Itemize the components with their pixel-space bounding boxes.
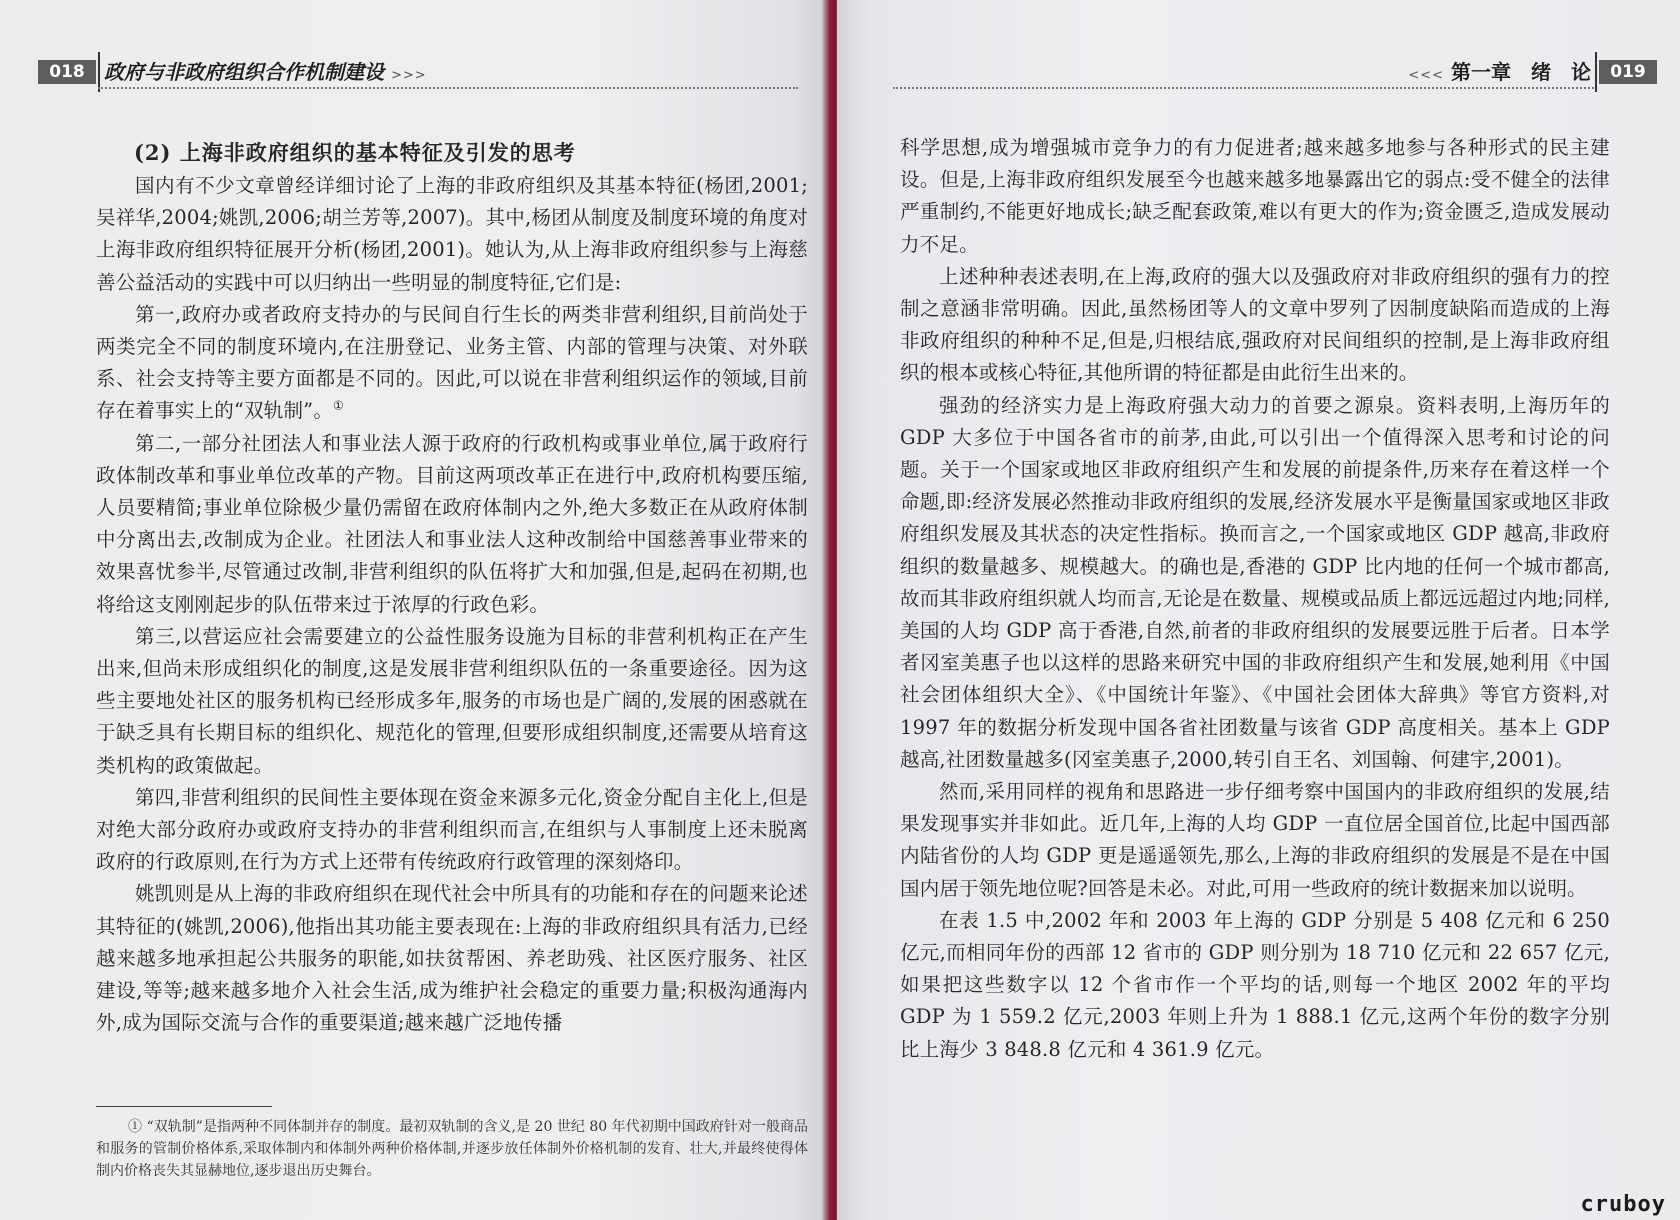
paragraph: 科学思想,成为增强城市竞争力的有力促进者;越来越多地参与各种形式的民主建设。但是,上海非政府组织发展至今也越来越多地暴露出它的弱点:受不健全的法律严重制约,不能更好地成长;缺乏配套政策,难以有更大的作为;资金匮乏,造成发展动力不足。: [900, 136, 1610, 256]
right-page-number: 019: [1599, 60, 1657, 84]
footnote-reference: ①: [333, 398, 345, 413]
paragraph: 在表 1.5 中,2002 年和 2003 年上海的 GDP 分别是 5 408 亿元和 6 250 亿元,而相同年份的西部 12 省市的 GDP 则分别为 18 710 亿元和 22 657 亿元,如果把这些数字以 12 个省市作一个平均的话,则每一个地区 2002 年的平均 GDP 为 1 559.2 亿元,2003 年则上升为 1 888.1 亿元,这两个年份的数字分别比上海少 3 848.8 亿元和 4 361.9 亿元。: [900, 908, 1610, 1061]
left-page: [0, 0, 829, 1220]
paragraph: 第二,一部分社团法人和事业法人源于政府的行政机构或事业单位,属于政府行政体制改革和事业单位改革的产物。目前这两项改革正在进行中,政府机构要压缩,人员要精简;事业单位除极少量仍需留在政府体制内之外,绝大多数正在从政府体制中分离出去,改制成为企业。社团法人和事业法人这种改制给中国慈善事业带来的效果喜忧参半,尽管通过改制,非营利组织的队伍将扩大和加强,但是,起码在初期,也将给这支刚刚起步的队伍带来过于浓厚的行政色彩。: [96, 431, 808, 616]
footnote-text: “双轨制”是指两种不同体制并存的制度。最初双轨制的含义,是 20 世纪 80 年代初期中国政府针对一般商品和服务的管制价格体系,采取体制内和体制外两种价格体制,并逐步放任体制外价格机制的发育、壮大,并最终使得体制内价格丧失其显赫地位,逐步退出历史舞台。: [96, 1119, 808, 1179]
paragraph: 第三,以营运应社会需要建立的公益性服务设施为目标的非营利机构正在产生出来,但尚未形成组织化的制度,这是发展非营利组织队伍的一条重要途径。因为这些主要地处社区的服务机构已经形成多年,服务的市场也是广阔的,发展的困惑就在于缺乏具有长期目标的组织化、规范化的管理,但要形成组织制度,还需要从培育这类机构的政策做起。: [96, 624, 808, 777]
section-heading: (2) 上海非政府组织的基本特征及引发的思考: [134, 140, 576, 165]
left-body-text: [96, 136, 808, 1039]
header-arrows: <<<: [1408, 68, 1445, 83]
footnote-rule: [96, 1106, 272, 1107]
paragraph-text: 第一,政府办或者政府支持办的与民间自行生长的两类非营利组织,目前尚处于两类完全不同的制度环境内,在注册登记、业务主管、内部的管理与决策、对外联系、社会支持等主要方面都是不同的。因此,可以说在非营利组织运作的领域,目前存在着事实上的“双轨制”。: [96, 302, 808, 423]
paragraph: 强劲的经济实力是上海政府强大动力的首要之源泉。资料表明,上海历年的 GDP 大多位于中国各省市的前茅,由此,可以引出一个值得深入思考和讨论的问题。关于一个国家或地区非政府组织产生和发展的前提条件,历来存在着这样一个命题,即:经济发展必然推动非政府组织的发展,经济发展水平是衡量国家或地区非政府组织发展及其状态的决定性指标。换而言之,一个国家或地区 GDP 越高,非政府组织的数量越多、规模越大。的确也是,香港的 GDP 比内地的任何一个城市都高,故而其非政府组织就人均而言,无论是在数量、规模或品质上都远远超过内地;同样,美国的人均 GDP 高于香港,自然,前者的非政府组织的发展要远胜于后者。日本学者冈室美惠子也以这样的思路来研究中国的非政府组织产生和发展,她利用《中国社会团体组织大全》、《中国统计年鉴》、《中国社会团体大辞典》等官方资料,对 1997 年的数据分析发现中国各省社团数量与该省 GDP 高度相关。基本上 GDP 越高,社团数量越多(冈室美惠子,2000,转引自王名、刘国翰、何建宇,2001)。: [900, 393, 1610, 771]
footnote: [96, 1116, 808, 1182]
paragraph: 国内有不少文章曾经详细讨论了上海的非政府组织及其基本特征(杨团,2001;吴祥华,2004;姚凯,2006;胡兰芳等,2007)。其中,杨团从制度及制度环境的角度对上海非政府组织特征展开分析(杨团,2001)。她认为,从上海非政府组织参与上海慈善公益活动的实践中可以归纳出一些明显的制度特征,它们是:: [96, 174, 808, 294]
left-running-header: [38, 52, 798, 86]
paragraph: 然而,采用同样的视角和思路进一步仔细考察中国国内的非政府组织的发展,结果发现事实并非如此。近几年,上海的人均 GDP 一直位居全国首位,比起中国西部内陆省份的人均 GDP 更是遥遥领先,那么,上海的非政府组织的发展是不是在中国国内居于领先地位呢?回答是未必。对此,可用一些政府的统计数据来加以说明。: [900, 780, 1610, 900]
left-page-number: 018: [38, 60, 96, 84]
right-body-text: [900, 132, 1610, 1066]
header-divider: [98, 52, 100, 92]
header-dotted-rule: [98, 87, 798, 89]
header-divider: [1595, 52, 1597, 92]
right-running-title: [1408, 56, 1591, 85]
paragraph: 上述种种表述表明,在上海,政府的强大以及强政府对非政府组织的强有力的控制之意涵非常明确。因此,虽然杨团等人的文章中罗列了因制度缺陷而造成的上海非政府组织的种种不足,但是,归根结底,强政府对民间组织的控制,是上海非政府组织的根本或核心特征,其他所谓的特征都是由此衍生出来的。: [900, 264, 1610, 385]
footnote-marker: ①: [128, 1119, 143, 1135]
watermark-text: cruboy: [1580, 1192, 1666, 1217]
header-dotted-rule: [893, 87, 1597, 89]
right-running-header: [893, 52, 1657, 86]
paragraph: 姚凯则是从上海的非政府组织在现代社会中所具有的功能和存在的问题来论述其特征的(姚凯,2006),他指出其功能主要表现在:上海的非政府组织具有活力,已经越来越多地承担起公共服务的职能,如扶贫帮困、养老助残、社区医疗服务、社区建设,等等;越来越多地介入社会生活,成为维护社会稳定的重要力量;积极沟通海内外,成为国际交流与合作的重要渠道;越来越广泛地传播: [96, 882, 808, 1035]
paragraph: [96, 299, 808, 428]
header-arrows: >>>: [390, 68, 427, 83]
paragraph: 第四,非营利组织的民间性主要体现在资金来源多元化,资金分配自主化上,但是对绝大部分政府办或政府支持办的非营利组织而言,在组织与人事制度上还未脱离政府的行政原则,在行为方式上还带有传统政府行政管理的深刻烙印。: [96, 785, 808, 874]
book-title: 政府与非政府组织合作机制建设: [104, 60, 384, 84]
chapter-title: 第一章 绪 论: [1451, 60, 1591, 84]
left-running-title: [104, 56, 427, 85]
